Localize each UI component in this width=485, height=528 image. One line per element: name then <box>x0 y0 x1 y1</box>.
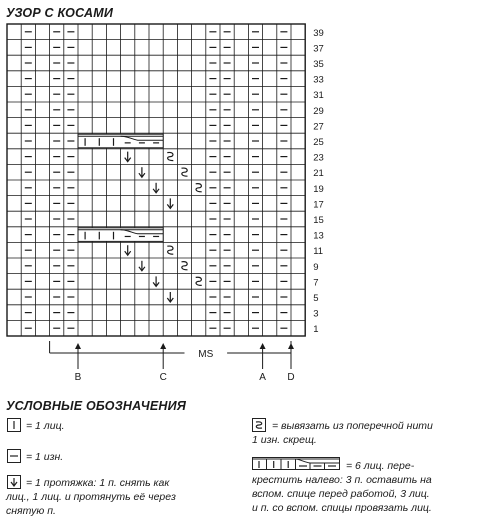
row-number: 21 <box>313 168 324 180</box>
row-number: 19 <box>313 183 324 195</box>
legend-m1-text-2: 1 изн. скрещ. <box>252 434 317 446</box>
row-number: 17 <box>313 199 324 211</box>
repeat-label: MS <box>198 349 214 360</box>
row-number: 33 <box>313 74 324 86</box>
legend-slip-text-2: лиц., 1 лиц. и протянуть её через <box>6 491 176 503</box>
purl-stitch-icon <box>7 449 21 463</box>
marker-arrow <box>288 343 294 349</box>
marker-arrow <box>75 343 81 349</box>
row-number: 31 <box>313 90 324 102</box>
legend-m1-text-1: = вывязать из поперечной нити <box>272 420 433 432</box>
row-number: 35 <box>313 59 324 70</box>
legend-title: УСЛОВНЫЕ ОБОЗНАЧЕНИЯ <box>6 399 187 413</box>
legend-slip-text-3: снятую п. <box>6 505 56 517</box>
row-number: 27 <box>313 121 324 133</box>
cable-cross-left-icon <box>252 457 340 470</box>
row-number: 5 <box>313 293 319 304</box>
row-number: 9 <box>313 261 319 273</box>
row-number: 1 <box>313 324 319 336</box>
legend-knit-text: = 1 лиц. <box>26 420 65 432</box>
row-number: 23 <box>313 152 324 164</box>
make-one-purl-twisted-icon <box>252 418 266 432</box>
row-number: 11 <box>313 246 324 258</box>
slip-stitch-arrow-icon <box>7 475 21 489</box>
marker-arrow <box>260 343 266 349</box>
row-number: 39 <box>313 27 324 39</box>
row-number: 3 <box>313 308 319 320</box>
pattern-title: УЗОР С КОСАМИ <box>6 6 114 20</box>
row-number: 25 <box>313 137 324 148</box>
legend-cable-text-3: вспом. спице перед работой, 3 лиц. <box>252 488 430 500</box>
marker-label: C <box>159 372 167 383</box>
row-number: 29 <box>313 105 324 117</box>
row-number: 7 <box>313 277 319 289</box>
row-number: 37 <box>313 43 324 55</box>
knit-stitch-icon <box>7 418 21 432</box>
marker-arrow <box>160 343 166 349</box>
legend-cable-text-4: и п. со вспом. спицы провязать лиц. <box>252 502 432 514</box>
row-number: 13 <box>313 230 324 242</box>
legend-purl-text: = 1 изн. <box>26 451 64 463</box>
legend-cable-text-1: = 6 лиц. пере- <box>346 460 415 472</box>
marker-label: B <box>74 372 82 383</box>
marker-label: A <box>259 372 266 383</box>
legend-cable-text-2: крестить налево: 3 п. оставить на <box>252 474 432 486</box>
legend-slip-text-1: = 1 протяжка: 1 п. снять как <box>26 477 170 489</box>
row-number: 15 <box>313 215 324 226</box>
marker-label: D <box>287 372 295 383</box>
